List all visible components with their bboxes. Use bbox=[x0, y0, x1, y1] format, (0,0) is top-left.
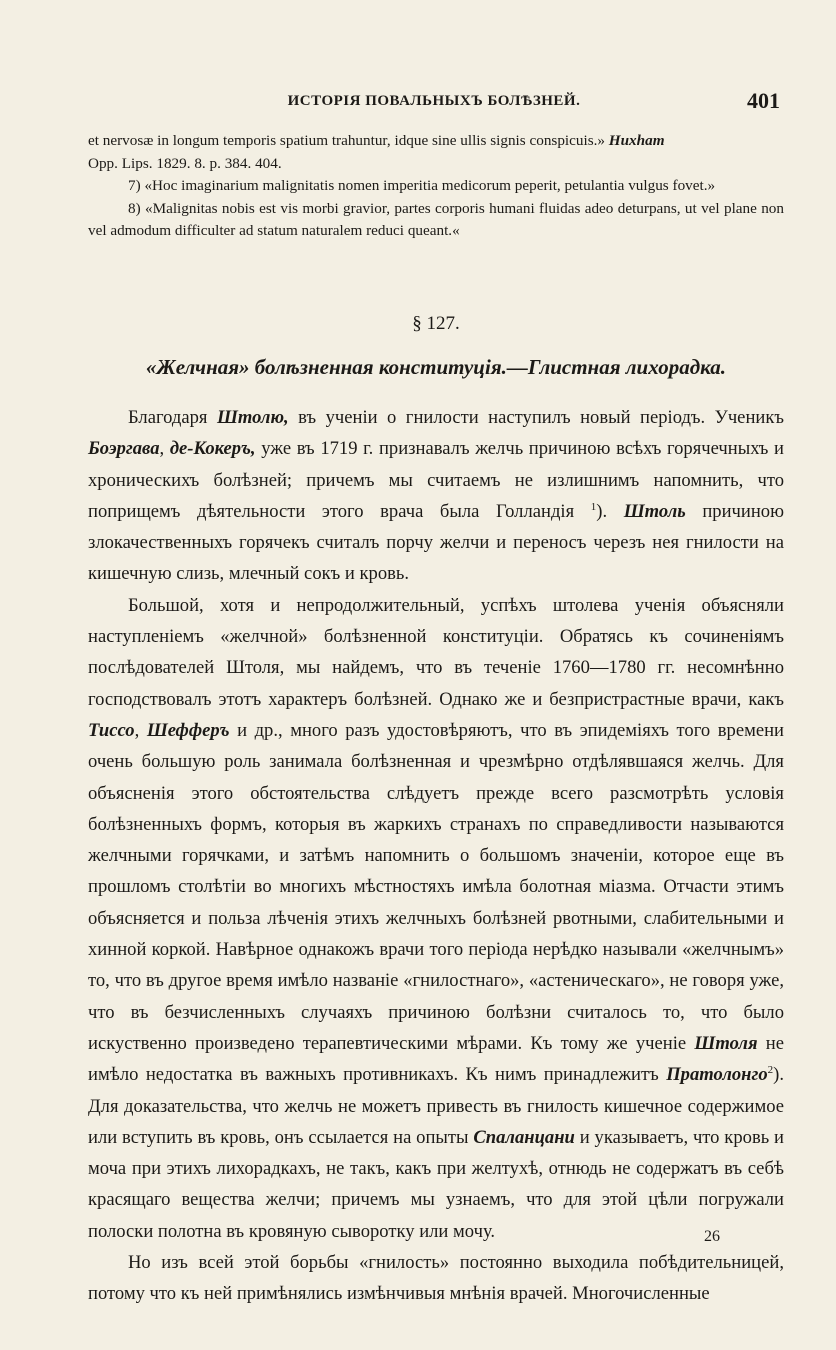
person-name: де-Кокеръ, bbox=[169, 438, 256, 460]
person-name: Спаланцани bbox=[473, 1126, 575, 1148]
text-run: и др., много разъ удостовѣряютъ, что въ эпидеміяхъ того времени очень большую роль занимала болѣзненная и чрезмѣрно отдѣлявшаяся желчь. Для объясненія этого обстоятельства слѣдуетъ прежде всего разсмотрѣть условія болѣзненныхъ формъ, которыя въ жаркихъ странахъ по справедливости называются желчными горячками, и затѣмъ напомнить о большомъ значеніи, которое еще въ прошломъ столѣтіи во многихъ мѣстностяхъ имѣла болотная міазма. Отчасти этимъ объясняется и польза лѣченія этихъ желчныхъ болѣзней рвотными, слабительными и хинной коркой. Навѣрное однакожъ врачи того періода нерѣдко называли «желчнымъ» то, что въ другое время имѣло названіе «гнилостнаго», «астеническаго», не говоря уже, что въ безчисленныхъ случаяхъ причиною болѣзни считалось то, что было искуственно произведено терапевтическими мѣрами. Къ тому же ученіе bbox=[88, 719, 784, 1054]
body-text bbox=[88, 402, 784, 1310]
section-number: § 127. bbox=[412, 313, 460, 334]
text-run: не имѣло недостатка въ важныхъ противникахъ. Къ нимъ принадлежитъ bbox=[88, 1032, 784, 1086]
person-name: Штоля bbox=[694, 1032, 758, 1054]
footnote-citation: Opp. Lips. 1829. 8. p. 384. 404. bbox=[88, 154, 282, 172]
person-name: Штолю, bbox=[216, 407, 289, 428]
person-name: Шефферъ bbox=[146, 719, 230, 741]
text-run: и указываетъ, что кровь и моча при этихъ лихорадкахъ, не такъ, какъ при желтухѣ, отнюдь не содержатъ въ себѣ красящаго вещества желчи; причемъ мы узнаемъ, что для этой цѣли погружали полоски полотна въ кровяную сыворотку или мочу. bbox=[88, 1126, 784, 1242]
footnote-8: 8) «Malignitas nobis est vis morbi gravior, partes corporis humani fluidas adeo deturpans, ut vel plane non vel admodum difficulter ad statum naturalem reduci queant.« bbox=[88, 199, 784, 239]
text-run: ). bbox=[596, 500, 624, 522]
text-run: , bbox=[134, 719, 147, 741]
running-title: ИСТОРІЯ ПОВАЛЬНЫХЪ БОЛѢЗНЕЙ. bbox=[287, 93, 581, 109]
footnotes-block bbox=[88, 130, 784, 243]
page-header bbox=[88, 88, 780, 116]
paragraph-1 bbox=[88, 402, 784, 590]
text-run: уже въ 1719 г. признавалъ желчь причиною всѣхъ горячечныхъ и хроническихъ болѣзней; причемъ мы считаемъ не излишнимъ напомнить, что поприщемъ дѣятельности этого врача была Голландія bbox=[88, 438, 785, 522]
text-run: , bbox=[159, 438, 170, 460]
text-run: Благодаря bbox=[128, 407, 217, 428]
text-run: Но изъ всей этой борьбы «гнилость» постоянно выходила побѣдительницей, потому что къ ней примѣнялись измѣнчивыя мнѣнія врачей. Многочисленные bbox=[88, 1252, 784, 1305]
paragraph-3 bbox=[88, 1247, 784, 1310]
printer-signature: 26 bbox=[704, 1228, 720, 1245]
footnote-continuation bbox=[88, 130, 784, 175]
footnote-continuation-text: et nervosæ in longum temporis spatium trahuntur, idque sine ullis signis conspicuis.» bbox=[88, 132, 609, 149]
footnote-ref: 1 bbox=[590, 500, 597, 513]
person-name: Штоль bbox=[623, 500, 686, 522]
person-name: Пратолонго bbox=[666, 1064, 768, 1086]
text-run: ). Для доказательства, что желчь не можетъ привесть въ гнилость кишечное содержимое или вступить въ кровь, онъ ссылается на опыты bbox=[88, 1064, 784, 1148]
footnote-author: Huxham bbox=[608, 132, 665, 149]
text-run: въ ученіи о гнилости наступилъ новый періодъ. Ученикъ bbox=[288, 407, 784, 428]
text-run: Большой, хотя и непродолжительный, успѣхъ штолева ученія объясняли наступленіемъ «желчной» болѣзненной конституціи. Обратясь къ сочиненіямъ послѣдователей Штоля, мы найдемъ, что въ теченіе 1760—1780 гг. несомнѣнно господствовалъ этотъ характеръ болѣзней. Однако же и безпристрастные врачи, какъ bbox=[88, 594, 784, 710]
page-number: 401 bbox=[747, 88, 780, 113]
text-run: причиною злокачественныхъ горячекъ считалъ порчу желчи и переносъ черезъ нея гнилости на кишечную слизь, млечный сокъ и кровь. bbox=[88, 500, 784, 585]
paragraph-2 bbox=[88, 590, 784, 1247]
person-name: Тиссо bbox=[88, 719, 135, 741]
footnote-7: 7) «Hoc imaginarium malignitatis nomen imperitia medicorum peperit, petulantia vulgus fovet.» bbox=[128, 177, 716, 194]
section-subtitle: «Желчная» болѣзненная конституція.—Глистная лихорадка. bbox=[145, 355, 727, 379]
person-name: Боэргава bbox=[88, 438, 160, 460]
footnote-ref: 2 bbox=[767, 1064, 774, 1077]
